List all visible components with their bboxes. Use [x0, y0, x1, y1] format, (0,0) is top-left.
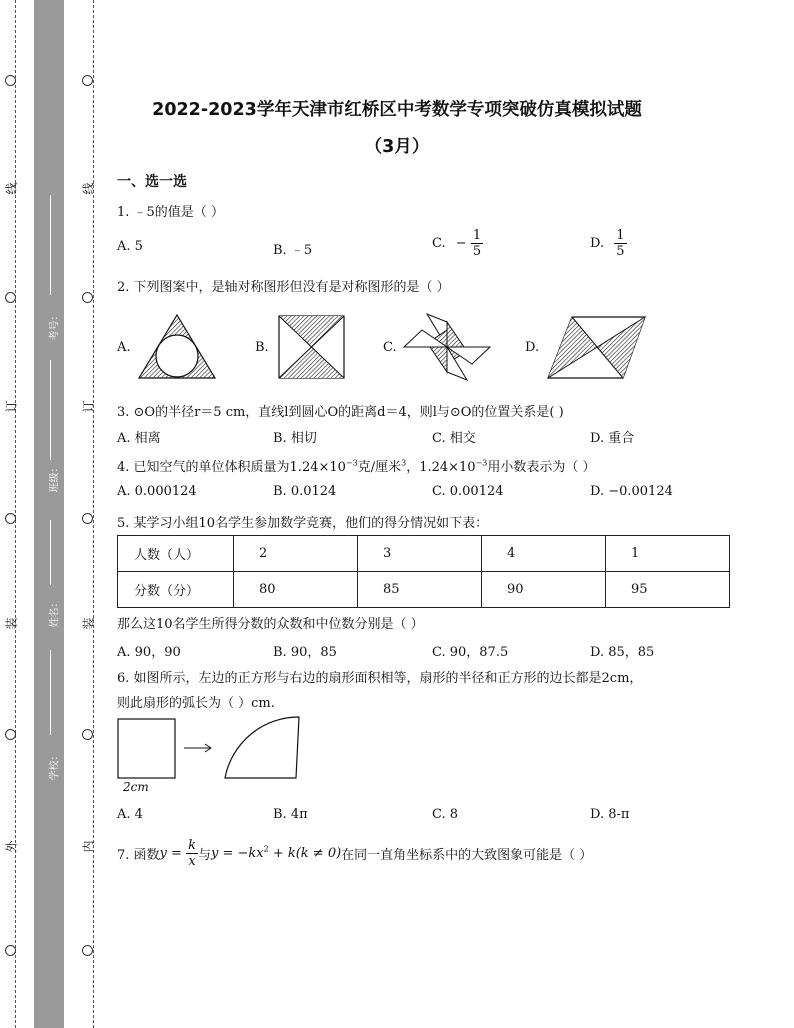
- q4-option-a: A. 0.000124: [117, 484, 197, 499]
- outer-label-ding: 订: [4, 400, 19, 413]
- outer-label-zhuang: 装: [4, 617, 19, 630]
- inner-label-zhuang: 装: [81, 617, 96, 630]
- q7-f2: y = −kx: [210, 846, 264, 861]
- exam-title: 2022-2023学年天津市红桥区中考数学专项突破仿真模拟试题: [152, 100, 642, 120]
- table-row: [118, 572, 730, 608]
- q6-option-b: B. 4π: [273, 807, 308, 822]
- q7-f2-exp: 2: [263, 844, 269, 854]
- q7-f1-y: y: [159, 846, 167, 861]
- q3-option-d: D. 重合: [590, 431, 635, 446]
- q6-option-c: C. 8: [432, 807, 459, 822]
- q7-f1-numerator: k: [188, 838, 196, 853]
- q1-d-numerator: 1: [616, 228, 625, 243]
- q2-figure-d: [548, 317, 645, 378]
- q5-option-c: C. 90，87.5: [432, 645, 509, 660]
- q4-exp-unit: 3: [401, 458, 407, 468]
- table-cell: 80: [234, 572, 358, 608]
- q4-stem-mid: 克/厘米: [357, 460, 402, 475]
- q1-d-label: D.: [590, 236, 605, 251]
- field-kaohao: 考号：: [49, 310, 61, 341]
- q5-option-b: B. 90，85: [273, 645, 337, 660]
- q7-f1-eq: =: [166, 846, 187, 861]
- q7-mid: 与: [197, 848, 211, 863]
- q7-f2-tail: + k(k ≠ 0): [268, 846, 342, 861]
- table-cell: 95: [606, 572, 730, 608]
- q6-figure-label: 2cm: [123, 780, 149, 794]
- inner-label-nei: 内: [81, 840, 96, 853]
- q4-option-b: B. 0.0124: [273, 484, 337, 499]
- table-cell: 3: [358, 536, 482, 572]
- inner-label-ding: 订: [81, 400, 96, 413]
- outer-label-xian: 线: [4, 182, 19, 195]
- table-cell: 90: [482, 572, 606, 608]
- field-xingming: 姓名：: [49, 597, 61, 628]
- field-xuexiao: 学校：: [49, 750, 61, 781]
- q3-option-a: A. 相离: [117, 431, 161, 446]
- q7-stem: [117, 838, 592, 869]
- sector-shape: [225, 717, 299, 778]
- q4-exp1: −3: [345, 458, 358, 468]
- table-cell: 2: [234, 536, 358, 572]
- q5-after: 那么这10名学生所得分数的众数和中位数分别是（ ）: [117, 617, 424, 632]
- q6-option-a: A. 4: [117, 807, 143, 822]
- inner-label-xian: 线: [81, 182, 96, 195]
- square-shape: [118, 719, 175, 778]
- q3-stem: 3. ⊙O的半径r＝5 cm，直线l到圆心O的距离d＝4，则l与⊙O的位置关系是( ): [117, 405, 564, 420]
- q1-option-a: A. 5: [117, 239, 143, 254]
- q7-pre: 7. 函数: [117, 848, 160, 863]
- q5-option-d: D. 85，85: [590, 645, 655, 660]
- q4-stem: [117, 456, 596, 475]
- section-heading: 一、选一选: [117, 174, 187, 190]
- q2-option-b: B.: [255, 340, 269, 355]
- outer-label-wai: 外: [4, 840, 19, 853]
- q2-option-a: A.: [117, 340, 131, 355]
- q5-option-a: A. 90，90: [117, 645, 181, 660]
- table-row: [118, 536, 730, 572]
- table-cell: 分数（分）: [118, 572, 234, 608]
- q1-c-sign: −: [455, 236, 467, 251]
- q2-option-c: C.: [383, 340, 397, 355]
- q5-score-table: [117, 535, 730, 608]
- q1-c-denominator: 5: [472, 244, 482, 259]
- q4-option-c: C. 0.00124: [432, 484, 504, 499]
- q5-stem: 5. 某学习小组10名学生参加数学竞赛，他们的得分情况如下表：: [117, 516, 489, 531]
- q2-figure-c: [404, 314, 490, 380]
- table-cell: 4: [482, 536, 606, 572]
- q6-option-d: D. 8-π: [590, 807, 630, 822]
- q1-stem: 1. ﹣5的值是（ ）: [117, 205, 224, 220]
- exam-subtitle: （3月）: [364, 137, 430, 157]
- q1-c-label: C.: [432, 236, 446, 251]
- table-cell: 85: [358, 572, 482, 608]
- q2-option-d: D.: [525, 340, 540, 355]
- q7-f1-fraction: [186, 838, 198, 869]
- table-cell: 人数（人）: [118, 536, 234, 572]
- q4-stem-pre: 4. 已知空气的单位体积质量为1.24×10: [117, 460, 346, 475]
- q4-option-d: D. −0.00124: [590, 484, 673, 499]
- q1-c-numerator: 1: [472, 228, 482, 243]
- q3-option-c: C. 相交: [432, 431, 476, 446]
- field-banji: 班级：: [49, 462, 61, 493]
- q1-d-denominator: 5: [616, 244, 625, 259]
- q2-figure-a: [139, 315, 215, 378]
- q7-f1-denominator: x: [188, 854, 196, 869]
- q4-stem-post: 用小数表示为（ ）: [487, 460, 596, 475]
- q2-stem: 2. 下列图案中，是轴对称图形但没有是对称图形的是（ ）: [117, 280, 450, 295]
- q4-stem-mid2: ，1.24×10: [406, 460, 476, 475]
- q6-stem-line2: 则此扇形的弧长为（ ）cm.: [117, 696, 275, 711]
- table-cell: 1: [606, 536, 730, 572]
- q7-post: 在同一直角坐标系中的大致图象可能是（ ）: [341, 848, 593, 863]
- q2-figure-b: [279, 316, 344, 378]
- q4-exp2: −3: [475, 458, 488, 468]
- q3-option-b: B. 相切: [273, 431, 317, 446]
- q6-stem-line1: 6. 如图所示，左边的正方形与右边的扇形面积相等，扇形的半径和正方形的边长都是2cm，: [117, 671, 643, 686]
- q1-option-b: B. ﹣5: [273, 243, 313, 258]
